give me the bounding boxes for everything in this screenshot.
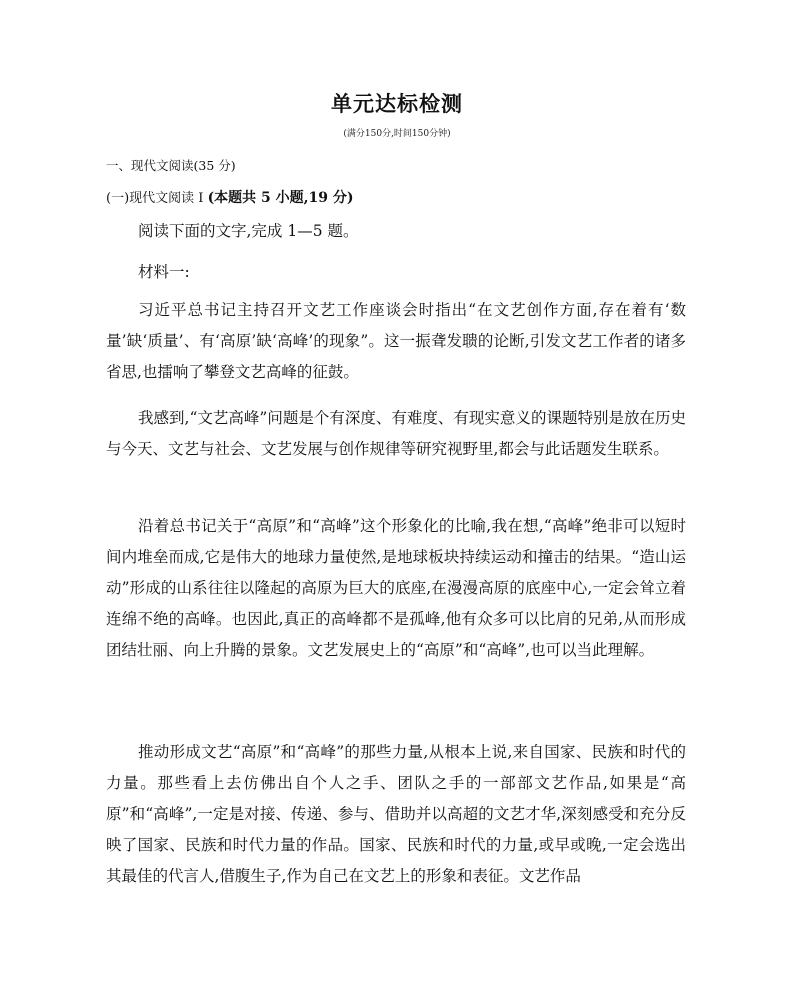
paragraph-2: 我感到,“文艺高峰”问题是个有深度、有难度、有现实意义的课题特别是放在历史与今天、文艺与社会、文艺发展与创作规律等研究视野里,都会与此话题发生联系。 [106, 409, 686, 458]
paragraph-1: 习近平总书记主持召开文艺工作座谈会时指出“在文艺创作方面,存在着有‘数量’缺‘质量’、有‘高原’缺‘高峰’的现象”。这一振聋发聩的论断,引发文艺工作者的诸多省思,也擂响了攀登文艺高峰的征鼓。 [106, 301, 686, 381]
document-subtitle: (满分150分,时间150分钟) [343, 129, 451, 139]
instruction-text: 阅读下面的文字,完成 1—5 题。 [138, 222, 359, 240]
paragraph-3: 沿着总书记关于“高原”和“高峰”这个形象化的比喻,我在想,“高峰”绝非可以短时间内堆垒而成,它是伟大的地球力量使然,是地球板块持续运动和撞击的结果。“造山运动”形成的山系往往以隆起的高原为巨大的底座,在漫漫高原的底座中心,一定会耸立着连绵不绝的高峰。也因此,真正的高峰都不是孤峰,他有众多可以比肩的兄弟,从而形成团结壮丽、向上升腾的景象。文艺发展史上的“高原”和“高峰”,也可以当此理解。 [106, 517, 686, 659]
paragraph-4: 推动形成文艺“高原”和“高峰”的那些力量,从根本上说,来自国家、民族和时代的力量。那些看上去仿佛出自个人之手、团队之手的一部部文艺作品,如果是“高原”和“高峰”,一定是对接、传递、参与、借助并以高超的文艺才华,深刻感受和充分反映了国家、民族和时代力量的作品。国家、民族和时代的力量,或早或晚,一定会选出其最佳的代言人,借腹生子,作为自己在文艺上的形象和表征。文艺作品 [106, 743, 686, 885]
subsection-heading [106, 187, 354, 207]
subsection-detail: (本题共 5 小题,19 分) [207, 190, 354, 206]
subsection-prefix: (一)现代文阅读 I [106, 191, 204, 206]
document-title: 单元达标检测 [331, 92, 463, 116]
section-heading: 一、现代文阅读(35 分) [106, 158, 236, 173]
material-label: 材料一: [138, 263, 190, 281]
